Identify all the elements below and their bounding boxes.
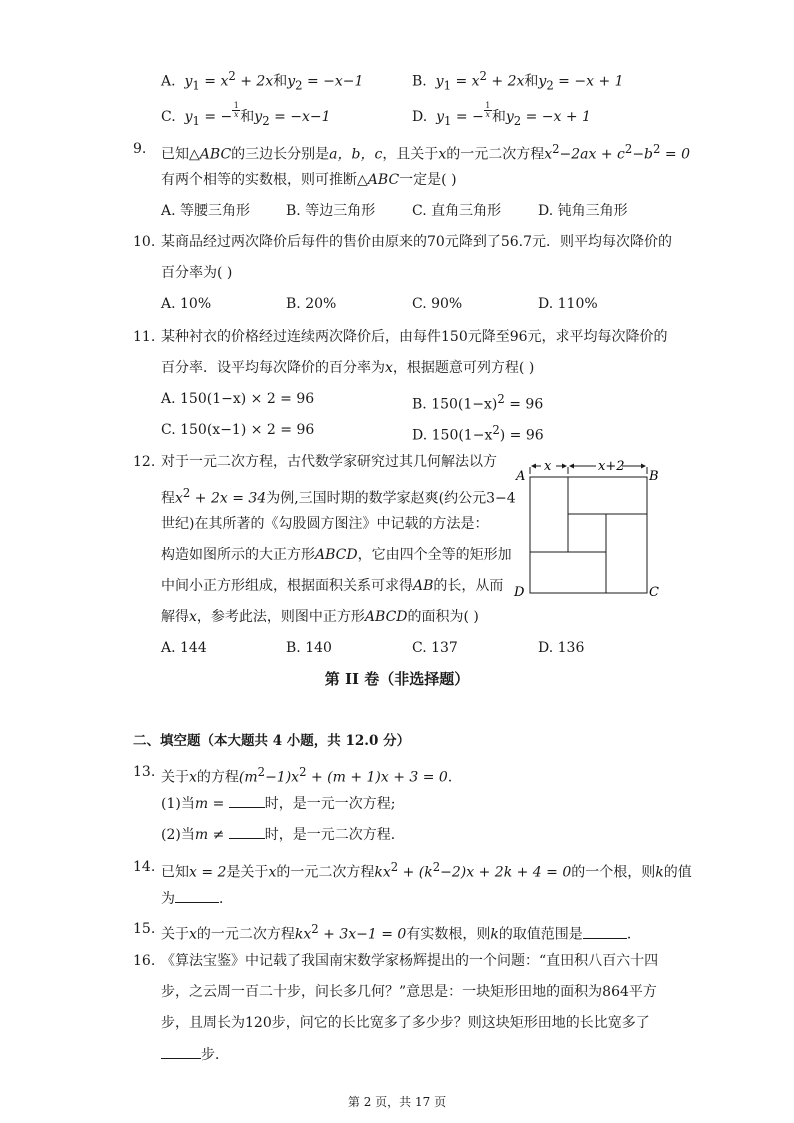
q8-option-d: D. $y_1$ = − $\frac{1}{x}$ 和$y_2 = -x + 1$ xyxy=(412,101,591,128)
q13-number: 13. xyxy=(133,764,156,780)
q16-line-1: 《算法宝鉴》中记载了我国南宋数学家杨辉提出的一个问题：“直田积八百六十四 xyxy=(161,953,659,969)
q14-number: 14. xyxy=(133,859,156,875)
q11-number: 11. xyxy=(133,329,156,345)
q16-line-4: 步． xyxy=(161,1044,229,1065)
q11-line-2: 百分率．设平均每次降价的百分率为x，根据题意可列方程( ) xyxy=(161,360,535,376)
q13-sub-1: (1)当m = 时，是一元一次方程; xyxy=(161,793,395,814)
q12-line-4: 构造如图所示的大正方形ABCD，它由四个全等的矩形加 xyxy=(161,547,512,563)
q15-number: 15. xyxy=(133,921,156,937)
vertex-c: C xyxy=(649,585,659,600)
q9-option-d: D. 钝角三角形 xyxy=(538,203,628,219)
q9-line-1: 已知△ABC的三边长分别是a，b，c，且关于x的一元二次方程$x^2-2ax + c^2-b^2 = 0$ xyxy=(161,142,690,163)
q11-option-c: C. 150(x−1) × 2 = 96 xyxy=(161,422,315,438)
q16-line-2: 步，之云周一百二十步，问长多几何？”意思是：一块矩形田地的面积为864平方 xyxy=(161,984,657,1000)
vertex-a: A xyxy=(516,469,526,484)
q11-option-a: A. 150(1−x) × 2 = 96 xyxy=(161,391,315,407)
q11-line-1: 某种衬衣的价格经过连续两次降价后，由每件150元降至96元，求平均每次降价的 xyxy=(161,329,668,345)
outer-square xyxy=(530,477,647,593)
part-2-heading: 二、填空题（本大题共 4 小题，共 12.0 分） xyxy=(133,733,411,749)
q12-option-a: A. 144 xyxy=(161,640,207,656)
q12-number: 12. xyxy=(133,454,156,470)
q14-line-1: 已知x = 2是关于x的一元二次方程$kx^2 + (k^2-2)x + 2k + 4 = 0$的一个根，则k的值 xyxy=(161,860,692,881)
page-footer: 第 2 页，共 17 页 xyxy=(347,1095,447,1109)
q10-option-d: D. 110% xyxy=(538,296,598,312)
square-abcd-figure xyxy=(508,452,668,602)
q8-option-b: B. $y_1 = x^2 + 2x$和$y_2 = -x + 1$ xyxy=(412,69,624,93)
vertex-b: B xyxy=(649,469,659,484)
arrowhead xyxy=(562,464,567,469)
q8-option-c: C. $y_1$ = − $\frac{1}{x}$ 和$y_2 = -x-1$ xyxy=(161,101,331,128)
q9-option-b: B. 等边三角形 xyxy=(286,203,376,219)
q12-line-1: 对于一元二次方程，古代数学家研究过其几何解法以方 xyxy=(161,454,497,470)
q16-number: 16. xyxy=(133,953,156,969)
fraction: $\frac{1}{x}$ xyxy=(233,101,239,119)
q10-option-a: A. 10% xyxy=(161,296,212,312)
fraction: $\frac{1}{x}$ xyxy=(485,101,491,119)
arrowhead xyxy=(569,464,574,469)
arrowhead xyxy=(641,464,646,469)
q12-line-2: 程$x^2 + 2x = 34$为例,三国时期的数学家赵爽(约公元3−4 xyxy=(161,486,516,507)
blank[interactable] xyxy=(229,793,265,808)
q13-sub-2: (2)当m ≠ 时，是一元二次方程． xyxy=(161,824,405,845)
blank[interactable] xyxy=(161,1044,201,1059)
q10-number: 10. xyxy=(133,234,156,250)
q14-line-2: 为 ． xyxy=(161,888,233,909)
section-2-title: 第 II 卷（非选择题） xyxy=(324,670,470,688)
arrowhead xyxy=(531,464,536,469)
q10-option-c: C. 90% xyxy=(412,296,463,312)
q12-line-3: 世纪)在其所著的《勾股圆方图注》中记载的方法是： xyxy=(161,516,489,532)
q13-line-1: 关于x的方程$(m^2-1)x^2 + (m + 1)x + 3 = 0$． xyxy=(161,765,462,786)
q9-line-2: 有两个相等的实数根，则可推断△ABC一定是( ) xyxy=(161,172,457,188)
q12-line-5: 中间小正方形组成，根据面积关系可求得AB的长，从而 xyxy=(161,578,504,594)
q12-option-b: B. 140 xyxy=(286,640,332,656)
vertex-d: D xyxy=(514,585,525,600)
q12-option-d: D. 136 xyxy=(538,640,585,656)
q10-line-2: 百分率为( ) xyxy=(161,265,233,281)
q15-line-1: 关于x的一元二次方程$kx^2 + 3x-1 = 0$有实数根，则k的取值范围是 ． xyxy=(161,922,641,943)
q9-option-a: A. 等腰三角形 xyxy=(161,203,251,219)
blank[interactable] xyxy=(583,924,627,939)
q10-line-1: 某商品经过两次降价后每件的售价由原来的70元降到了56.7元．则平均每次降价的 xyxy=(161,234,672,250)
q16-line-3: 步，且周长为120步，问它的长比宽多了多少步？则这块矩形田地的长比宽多了 xyxy=(161,1015,650,1031)
q8-option-a: A. $y_1 = x^2 + 2x$和$y_2 = -x-1$ xyxy=(161,69,364,93)
label-x-plus-2: x+2 xyxy=(598,459,625,474)
q10-option-b: B. 20% xyxy=(286,296,337,312)
q12-option-c: C. 137 xyxy=(412,640,458,656)
q12-line-6: 解得x，参考此法，则图中正方形ABCD的面积为( ) xyxy=(161,609,479,625)
blank[interactable] xyxy=(175,888,219,903)
label-x: x xyxy=(544,459,552,474)
q11-option-d: D. $150(1-x^2) = 96$ xyxy=(412,423,544,444)
q9-number: 9. xyxy=(133,141,147,157)
blank[interactable] xyxy=(229,824,265,839)
q9-option-c: C. 直角三角形 xyxy=(412,203,502,219)
q11-option-b: B. $150(1-x)^2 = 96$ xyxy=(412,392,544,413)
